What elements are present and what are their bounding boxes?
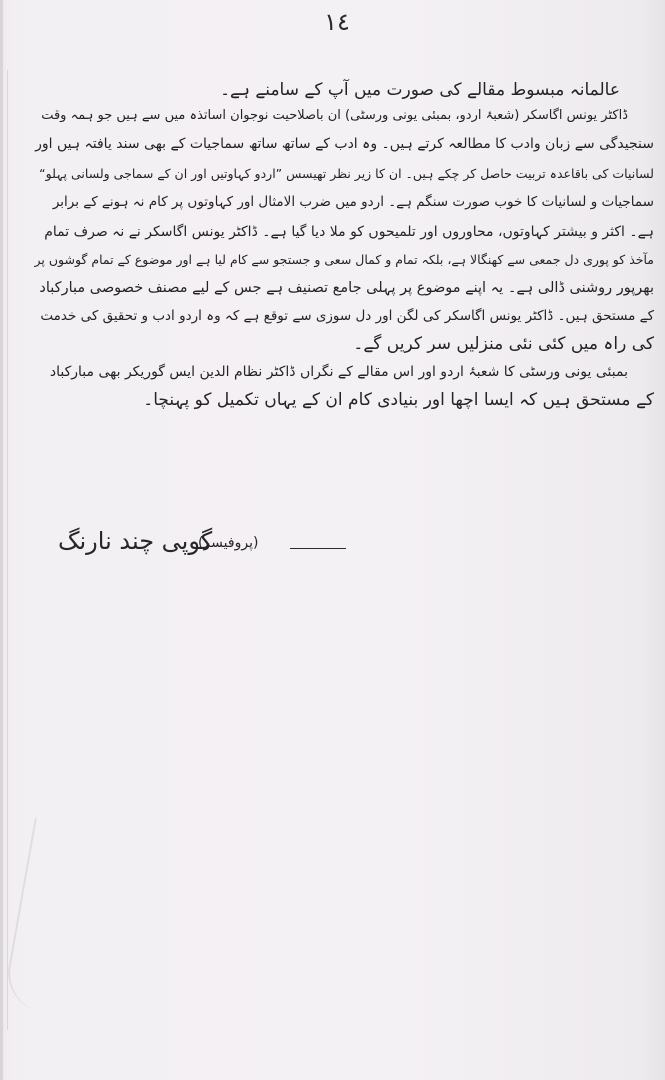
page-edge-shadow — [0, 0, 3, 1080]
signature-dash — [290, 548, 346, 549]
author-signature — [58, 525, 358, 565]
text-line: ہے۔ اکثر و بیشتر کہاوتوں، محاوروں اور تلمیحوں کو ملا دیا گیا ہے۔ ڈاکٹر یونس اگاسکر نے نہ صرف تمام — [44, 224, 654, 240]
page-scratch-mark — [2, 818, 76, 1012]
text-line: عالمانہ مبسوط مقالے کی صورت میں آپ کے سامنے ہے۔ — [220, 80, 620, 100]
page-fold-mark — [7, 70, 12, 1030]
signature-name: گوپی چند نارنگ — [58, 527, 213, 555]
text-line: مآخذ کو پوری دل جمعی سے کھنگالا ہے، بلکہ تمام و کمال سعی و جستجو سے کام لیا ہے اور موضوع کے تمام گوشوں پر — [34, 252, 654, 267]
text-line: کے مستحق ہیں کہ ایسا اچھا اور بنیادی کام ان کے یہاں تکمیل کو پہنچا۔ — [143, 390, 654, 410]
text-line: ڈاکٹر یونس اگاسکر (شعبۂ اردو، بمبئی یونی ورسٹی) ان باصلاحیت نوجوان اساتذہ میں سے ہیں جو ہمہ وقت — [41, 108, 628, 123]
page-number: ١٤ — [324, 8, 350, 36]
text-line: سنجیدگی سے زبان وادب کا مطالعہ کرتے ہیں۔ وہ ادب کے ساتھ ساتھ سماجیات کے بھی سند یافتہ ہیں اور — [35, 136, 654, 152]
text-line: بھرپور روشنی ڈالی ہے۔ یہ اپنے موضوع پر پہلی جامع تصنیف ہے جس کے لیے مصنف خصوصی مبارکباد — [39, 280, 654, 296]
text-line: سماجیات و لسانیات کا خوب صورت سنگم ہے۔ اردو میں ضرب الامثال اور کہاوتوں پر کام نہ ہونے کے برابر — [52, 194, 654, 210]
text-line: لسانیات کی باقاعدہ تربیت حاصل کر چکے ہیں۔ ان کا زیر نظر تھیسس ”اردو کہاوتیں اور ان کے سماجی ولسانی پہلو“ — [39, 166, 654, 181]
text-line: کی راہ میں کئی نئی منزلیں سر کریں گے۔ — [353, 334, 654, 354]
text-line: کے مستحق ہیں۔ ڈاکٹر یونس اگاسکر کی لگن اور دل سوزی سے توقع ہے کہ وہ اردو ادب و تحقیق کی خدمت — [40, 308, 654, 324]
text-line: بمبئی یونی ورسٹی کا شعبۂ اردو اور اس مقالے کے نگراں ڈاکٹر نظام الدین ایس گوریکر بھی مبارکباد — [49, 364, 628, 380]
signature-title: (پروفیسر) — [198, 535, 259, 551]
